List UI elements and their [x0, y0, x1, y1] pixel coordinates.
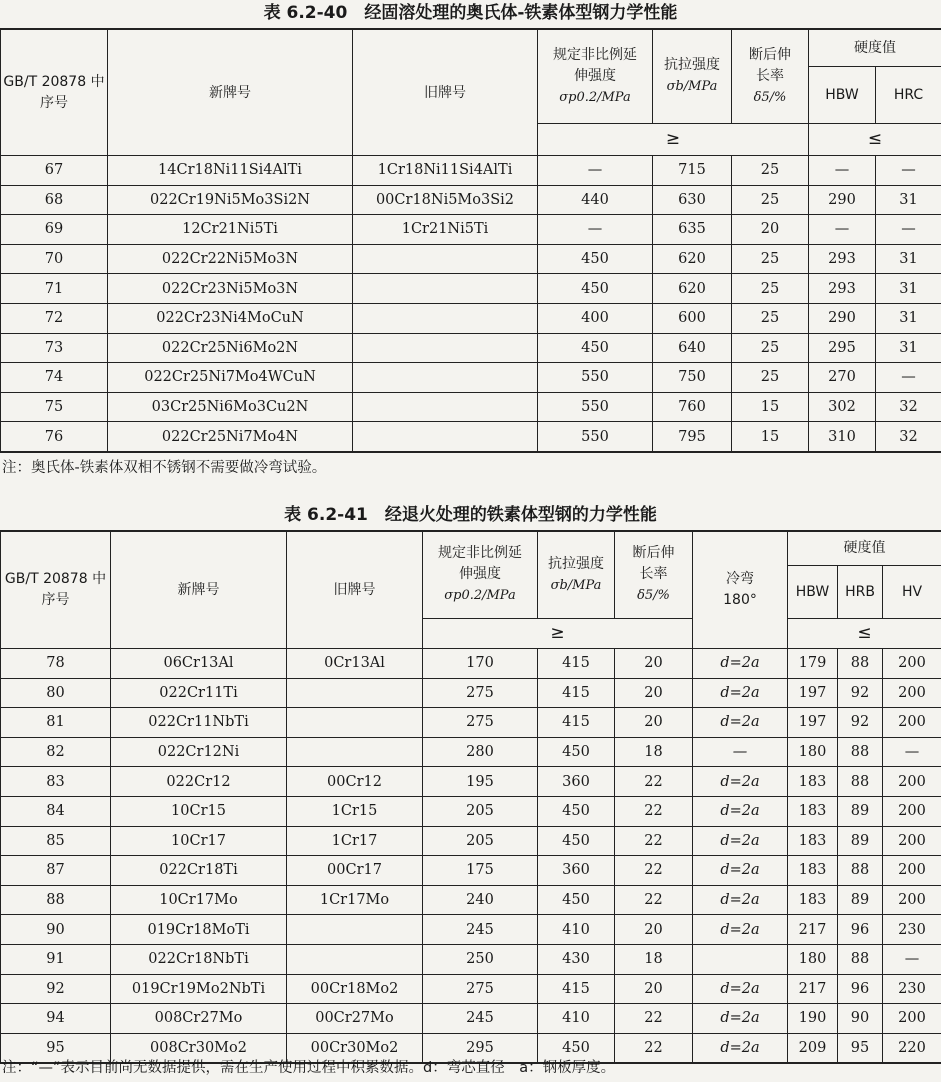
cell-seq: 71: [1, 274, 108, 304]
cell-new-grade: 022Cr18Ti: [111, 856, 287, 886]
cell-yield: 440: [538, 185, 653, 215]
cell-tensile: 415: [538, 678, 615, 708]
cell-hbw: 190: [788, 1004, 838, 1034]
table-row: [1, 244, 941, 274]
cell-new-grade: 022Cr19Ni5Mo3Si2N: [108, 185, 353, 215]
cell-new-grade: 10Cr17: [111, 826, 287, 856]
table-row: [1, 796, 941, 826]
cell-bend: d=2a: [693, 974, 788, 1004]
cell-new-grade: 022Cr25Ni7Mo4N: [108, 422, 353, 452]
cell-hv: 220: [883, 1033, 941, 1063]
cell-yield: 295: [423, 1033, 538, 1063]
cell-elong: 20: [732, 215, 809, 245]
cell-hrb: 92: [838, 708, 883, 738]
cell-old-grade: [287, 915, 423, 945]
cell-bend: d=2a: [693, 1033, 788, 1063]
cell-elong: 25: [732, 156, 809, 186]
t2-header-seq: GB/T 20878 中序号: [1, 531, 111, 649]
table-row: [1, 737, 941, 767]
cell-tensile: 715: [653, 156, 732, 186]
cell-elong: 20: [615, 915, 693, 945]
t2-header-yield: [423, 531, 538, 618]
cell-new-grade: 12Cr21Ni5Ti: [108, 215, 353, 245]
cell-old-grade: [353, 303, 538, 333]
cell-hrc: 31: [876, 185, 941, 215]
cell-hrb: 95: [838, 1033, 883, 1063]
t2-header-max-sign: ≤: [788, 618, 941, 648]
cell-new-grade: 022Cr12Ni: [111, 737, 287, 767]
cell-elong: 25: [732, 274, 809, 304]
cell-elong: 18: [615, 944, 693, 974]
cell-hbw: 179: [788, 649, 838, 679]
cell-hv: —: [883, 944, 941, 974]
cell-seq: 95: [1, 1033, 111, 1063]
cell-old-grade: 00Cr27Mo: [287, 1004, 423, 1034]
cell-old-grade: 1Cr15: [287, 796, 423, 826]
cell-bend: d=2a: [693, 678, 788, 708]
cell-elong: 20: [615, 708, 693, 738]
table-row: [1, 392, 941, 422]
cell-elong: 22: [615, 767, 693, 797]
cell-tensile: 450: [538, 1033, 615, 1063]
table-row: [1, 708, 941, 738]
cell-old-grade: 00Cr12: [287, 767, 423, 797]
cell-new-grade: 008Cr27Mo: [111, 1004, 287, 1034]
cell-new-grade: 10Cr15: [111, 796, 287, 826]
cell-seq: 68: [1, 185, 108, 215]
cell-seq: 84: [1, 796, 111, 826]
cell-elong: 25: [732, 333, 809, 363]
cell-tensile: 360: [538, 767, 615, 797]
cell-bend: d=2a: [693, 826, 788, 856]
cell-yield: 275: [423, 708, 538, 738]
cell-seq: 83: [1, 767, 111, 797]
cell-tensile: 620: [653, 244, 732, 274]
table-row: [1, 422, 941, 452]
cell-elong: 15: [732, 422, 809, 452]
cell-elong: 22: [615, 1004, 693, 1034]
t2-header-bend: [693, 531, 788, 649]
t1-header-elong: [732, 29, 809, 123]
cell-bend: d=2a: [693, 856, 788, 886]
t1-header-hardness: 硬度值: [809, 29, 941, 66]
table-row: [1, 974, 941, 1004]
table-row: [1, 678, 941, 708]
cell-hv: 200: [883, 708, 941, 738]
cell-elong: 20: [615, 678, 693, 708]
cell-old-grade: [353, 392, 538, 422]
table2-note: 注：“—”表示目前尚无数据提供，需在生产使用过程中积累数据。d：弯芯直径 a：钢板厚度。: [2, 1060, 616, 1076]
cell-bend: d=2a: [693, 915, 788, 945]
cell-new-grade: 06Cr13Al: [111, 649, 287, 679]
cell-hrc: —: [876, 215, 941, 245]
cell-hv: 200: [883, 678, 941, 708]
cell-seq: 70: [1, 244, 108, 274]
cell-elong: 22: [615, 885, 693, 915]
table-row: [1, 856, 941, 886]
cell-hrb: 88: [838, 649, 883, 679]
t2-header-old-grade: 旧牌号: [287, 531, 423, 649]
cell-hrb: 96: [838, 974, 883, 1004]
cell-tensile: 415: [538, 708, 615, 738]
cell-tensile: 415: [538, 649, 615, 679]
cell-yield: 450: [538, 244, 653, 274]
cell-hbw: 209: [788, 1033, 838, 1063]
cell-tensile: 635: [653, 215, 732, 245]
cell-yield: 275: [423, 974, 538, 1004]
cell-new-grade: 022Cr25Ni7Mo4WCuN: [108, 363, 353, 393]
cell-tensile: 450: [538, 737, 615, 767]
t2-header-elong-unit: δ5/%: [637, 588, 670, 604]
t1-header-min-sign: ≥: [538, 123, 809, 155]
t1-header-tensile-unit: σb/MPa: [666, 79, 718, 95]
cell-yield: 275: [423, 678, 538, 708]
cell-old-grade: 1Cr17Mo: [287, 885, 423, 915]
cell-bend: d=2a: [693, 708, 788, 738]
t2-header-tensile: [538, 531, 615, 618]
table1: [0, 28, 941, 453]
cell-old-grade: 00Cr30Mo2: [287, 1033, 423, 1063]
cell-hrb: 89: [838, 826, 883, 856]
cell-hv: —: [883, 737, 941, 767]
t1-header-max-sign: ≤: [809, 123, 941, 155]
cell-old-grade: 00Cr17: [287, 856, 423, 886]
cell-seq: 87: [1, 856, 111, 886]
cell-old-grade: 1Cr21Ni5Ti: [353, 215, 538, 245]
cell-hv: 230: [883, 974, 941, 1004]
cell-seq: 72: [1, 303, 108, 333]
cell-hrc: 32: [876, 392, 941, 422]
cell-hrb: 88: [838, 856, 883, 886]
cell-hbw: —: [809, 156, 876, 186]
cell-old-grade: [353, 244, 538, 274]
cell-hbw: 290: [809, 303, 876, 333]
cell-hrb: 92: [838, 678, 883, 708]
t1-header-seq: GB/T 20878 中序号: [1, 29, 108, 156]
cell-hrc: 32: [876, 422, 941, 452]
cell-tensile: 750: [653, 363, 732, 393]
cell-tensile: 410: [538, 1004, 615, 1034]
cell-bend: d=2a: [693, 649, 788, 679]
cell-hrc: 31: [876, 274, 941, 304]
t1-header-yield: [538, 29, 653, 123]
cell-elong: 20: [615, 649, 693, 679]
cell-seq: 78: [1, 649, 111, 679]
cell-old-grade: [353, 422, 538, 452]
t2-header-tensile-label: 抗拉强度: [548, 555, 604, 572]
t2-header-hv: HV: [883, 565, 941, 618]
cell-elong: 22: [615, 796, 693, 826]
cell-new-grade: 022Cr12: [111, 767, 287, 797]
cell-hv: 200: [883, 856, 941, 886]
t2-header-elong: [615, 531, 693, 618]
t1-header-hrc: HRC: [876, 66, 941, 123]
cell-hbw: 183: [788, 885, 838, 915]
table-row: [1, 215, 941, 245]
cell-old-grade: 00Cr18Mo2: [287, 974, 423, 1004]
t2-header-new-grade: 新牌号: [111, 531, 287, 649]
cell-old-grade: 00Cr18Ni5Mo3Si2: [353, 185, 538, 215]
cell-tensile: 620: [653, 274, 732, 304]
cell-seq: 67: [1, 156, 108, 186]
cell-seq: 92: [1, 974, 111, 1004]
cell-hrb: 88: [838, 944, 883, 974]
t2-header-bend-angle: 180°: [723, 592, 757, 608]
cell-tensile: 450: [538, 885, 615, 915]
cell-hbw: 295: [809, 333, 876, 363]
cell-hrb: 89: [838, 796, 883, 826]
table-row: [1, 826, 941, 856]
t2-header-hbw: HBW: [788, 565, 838, 618]
cell-hbw: 293: [809, 274, 876, 304]
t1-header-hbw: HBW: [809, 66, 876, 123]
cell-tensile: 415: [538, 974, 615, 1004]
cell-tensile: 450: [538, 826, 615, 856]
cell-yield: 205: [423, 826, 538, 856]
cell-hv: 200: [883, 1004, 941, 1034]
table-row: [1, 185, 941, 215]
cell-hbw: 197: [788, 678, 838, 708]
cell-yield: 170: [423, 649, 538, 679]
t1-header-yield-label: 规定非比例延伸强度: [553, 46, 637, 84]
t1-header-elong-unit: δ5/%: [753, 89, 787, 105]
cell-elong: 15: [732, 392, 809, 422]
cell-hbw: 183: [788, 767, 838, 797]
cell-seq: 73: [1, 333, 108, 363]
cell-bend: d=2a: [693, 796, 788, 826]
cell-new-grade: 022Cr11Ti: [111, 678, 287, 708]
cell-hrc: —: [876, 363, 941, 393]
cell-hbw: 183: [788, 826, 838, 856]
table-row: [1, 885, 941, 915]
cell-yield: 175: [423, 856, 538, 886]
cell-yield: 450: [538, 333, 653, 363]
cell-yield: 550: [538, 363, 653, 393]
cell-hrc: 31: [876, 303, 941, 333]
cell-yield: 245: [423, 915, 538, 945]
cell-yield: 205: [423, 796, 538, 826]
t2-header-hardness: 硬度值: [788, 531, 941, 565]
table-row: [1, 944, 941, 974]
table1-caption: 表 6.2-40 经固溶处理的奥氏体-铁素体型钢力学性能: [263, 3, 678, 23]
cell-tensile: 640: [653, 333, 732, 363]
cell-elong: 25: [732, 363, 809, 393]
cell-yield: 550: [538, 392, 653, 422]
cell-old-grade: 1Cr17: [287, 826, 423, 856]
cell-hbw: 270: [809, 363, 876, 393]
cell-seq: 81: [1, 708, 111, 738]
table-row: [1, 1004, 941, 1034]
table-row: [1, 915, 941, 945]
cell-hbw: 183: [788, 856, 838, 886]
cell-yield: 280: [423, 737, 538, 767]
cell-bend: d=2a: [693, 885, 788, 915]
table2-caption: 表 6.2-41 经退火处理的铁素体型钢的力学性能: [284, 505, 657, 525]
t1-header-old-grade: 旧牌号: [353, 29, 538, 156]
cell-hv: 200: [883, 649, 941, 679]
cell-old-grade: [287, 944, 423, 974]
cell-old-grade: [353, 363, 538, 393]
table-row: [1, 303, 941, 333]
cell-hbw: 197: [788, 708, 838, 738]
cell-hrc: 31: [876, 244, 941, 274]
cell-elong: 20: [615, 974, 693, 1004]
cell-old-grade: [287, 678, 423, 708]
cell-elong: 22: [615, 1033, 693, 1063]
cell-hrc: —: [876, 156, 941, 186]
cell-old-grade: 0Cr13Al: [287, 649, 423, 679]
t2-header-min-sign: ≥: [423, 618, 693, 648]
cell-elong: 25: [732, 185, 809, 215]
cell-seq: 74: [1, 363, 108, 393]
cell-hv: 230: [883, 915, 941, 945]
cell-hbw: 302: [809, 392, 876, 422]
cell-yield: 245: [423, 1004, 538, 1034]
cell-elong: 18: [615, 737, 693, 767]
cell-tensile: 630: [653, 185, 732, 215]
cell-new-grade: 14Cr18Ni11Si4AlTi: [108, 156, 353, 186]
cell-hrb: 96: [838, 915, 883, 945]
cell-hrb: 89: [838, 885, 883, 915]
cell-seq: 69: [1, 215, 108, 245]
cell-hrb: 88: [838, 767, 883, 797]
cell-tensile: 410: [538, 915, 615, 945]
cell-seq: 80: [1, 678, 111, 708]
cell-yield: —: [538, 215, 653, 245]
cell-seq: 75: [1, 392, 108, 422]
table-row: [1, 333, 941, 363]
cell-tensile: 600: [653, 303, 732, 333]
cell-tensile: 430: [538, 944, 615, 974]
cell-hrc: 31: [876, 333, 941, 363]
cell-new-grade: 022Cr25Ni6Mo2N: [108, 333, 353, 363]
cell-new-grade: 008Cr30Mo2: [111, 1033, 287, 1063]
cell-new-grade: 019Cr18MoTi: [111, 915, 287, 945]
t2-header-hrb: HRB: [838, 565, 883, 618]
cell-old-grade: [353, 333, 538, 363]
cell-new-grade: 022Cr23Ni5Mo3N: [108, 274, 353, 304]
cell-yield: 195: [423, 767, 538, 797]
cell-elong: 22: [615, 826, 693, 856]
cell-bend: [693, 944, 788, 974]
cell-seq: 94: [1, 1004, 111, 1034]
cell-bend: d=2a: [693, 767, 788, 797]
t2-header-elong-label: 断后伸长率: [632, 545, 675, 583]
cell-bend: —: [693, 737, 788, 767]
t1-header-tensile-label: 抗拉强度: [664, 57, 720, 74]
t2-header-yield-label: 规定非比例延伸强度: [438, 545, 522, 583]
cell-hbw: 217: [788, 974, 838, 1004]
cell-yield: 250: [423, 944, 538, 974]
cell-tensile: 450: [538, 796, 615, 826]
cell-new-grade: 03Cr25Ni6Mo3Cu2N: [108, 392, 353, 422]
cell-new-grade: 10Cr17Mo: [111, 885, 287, 915]
table-row: [1, 156, 941, 186]
cell-old-grade: [287, 708, 423, 738]
cell-hv: 200: [883, 826, 941, 856]
cell-hrb: 88: [838, 737, 883, 767]
cell-elong: 22: [615, 856, 693, 886]
cell-new-grade: 022Cr11NbTi: [111, 708, 287, 738]
table-row: [1, 363, 941, 393]
table-row: [1, 274, 941, 304]
cell-seq: 88: [1, 885, 111, 915]
cell-hrb: 90: [838, 1004, 883, 1034]
cell-hbw: 183: [788, 796, 838, 826]
t2-header-yield-unit: σp0.2/MPa: [444, 588, 516, 604]
table1-note: 注：奥氏体-铁素体双相不锈钢不需要做冷弯试验。: [2, 460, 327, 476]
cell-new-grade: 022Cr18NbTi: [111, 944, 287, 974]
cell-seq: 82: [1, 737, 111, 767]
t1-header-new-grade: 新牌号: [108, 29, 353, 156]
cell-tensile: 760: [653, 392, 732, 422]
cell-tensile: 360: [538, 856, 615, 886]
cell-old-grade: [287, 737, 423, 767]
t1-header-yield-unit: σp0.2/MPa: [559, 89, 631, 105]
cell-hbw: 290: [809, 185, 876, 215]
cell-hbw: 217: [788, 915, 838, 945]
cell-seq: 90: [1, 915, 111, 945]
cell-hbw: 180: [788, 737, 838, 767]
cell-hv: 200: [883, 796, 941, 826]
cell-yield: —: [538, 156, 653, 186]
t1-header-elong-label: 断后伸长率: [749, 46, 791, 84]
cell-elong: 25: [732, 303, 809, 333]
cell-seq: 91: [1, 944, 111, 974]
cell-tensile: 795: [653, 422, 732, 452]
cell-new-grade: 019Cr19Mo2NbTi: [111, 974, 287, 1004]
cell-yield: 450: [538, 274, 653, 304]
cell-seq: 85: [1, 826, 111, 856]
cell-bend: d=2a: [693, 1004, 788, 1034]
table-row: [1, 649, 941, 679]
cell-yield: 240: [423, 885, 538, 915]
cell-hbw: 310: [809, 422, 876, 452]
cell-yield: 400: [538, 303, 653, 333]
cell-old-grade: [353, 274, 538, 304]
cell-old-grade: 1Cr18Ni11Si4AlTi: [353, 156, 538, 186]
t2-header-tensile-unit: σb/MPa: [550, 577, 602, 593]
t1-header-tensile: [653, 29, 732, 123]
cell-hv: 200: [883, 885, 941, 915]
t2-header-bend-label: 冷弯: [726, 571, 754, 587]
cell-yield: 550: [538, 422, 653, 452]
cell-elong: 25: [732, 244, 809, 274]
cell-hbw: —: [809, 215, 876, 245]
cell-hbw: 180: [788, 944, 838, 974]
table-row: [1, 767, 941, 797]
table2: [0, 530, 941, 1064]
cell-hbw: 293: [809, 244, 876, 274]
cell-new-grade: 022Cr22Ni5Mo3N: [108, 244, 353, 274]
cell-new-grade: 022Cr23Ni4MoCuN: [108, 303, 353, 333]
cell-seq: 76: [1, 422, 108, 452]
cell-hv: 200: [883, 767, 941, 797]
